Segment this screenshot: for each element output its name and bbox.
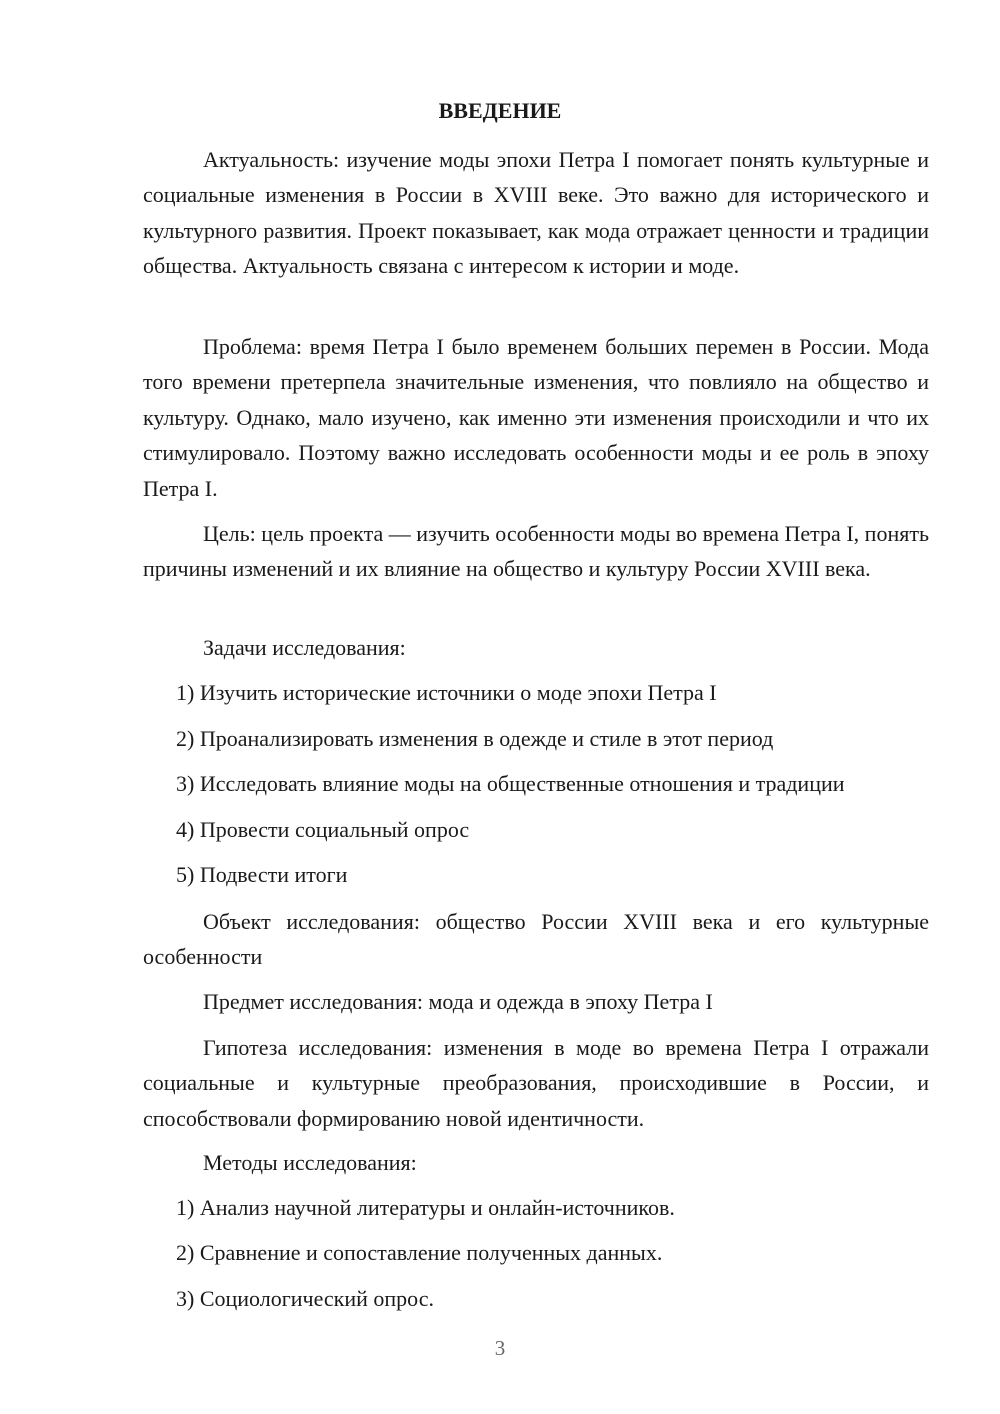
paragraph-object: Объект исследования: общество России XVIII века и его культурные особенности	[143, 909, 929, 970]
task-item-4: 4) Провести социальный опрос	[176, 817, 470, 842]
task-item-1: 1) Изучить исторические источники о моде эпохи Петра I	[176, 680, 717, 705]
task-item-5: 5) Подвести итоги	[176, 862, 348, 887]
paragraph-problem: Проблема: время Петра I было временем больших перемен в России. Мода того времени претерпела значительные изменения, что повлияло на общество и культуру. Однако, мало изучено, как именно эти изменения происходили и что их стимулировало. Поэтому важно исследовать особенности моды и ее роль в эпоху Петра I.	[143, 334, 929, 501]
method-item-3: 3) Социологический опрос.	[176, 1286, 434, 1311]
method-item-2: 2) Сравнение и сопоставление полученных данных.	[176, 1240, 663, 1265]
task-item-2: 2) Проанализировать изменения в одежде и стиле в этот период	[176, 726, 774, 751]
paragraph-subject: Предмет исследования: мода и одежда в эпоху Петра I	[203, 989, 713, 1014]
paragraph-goal: Цель: цель проекта — изучить особенности моды во времена Петра I, понять причины изменений и их влияние на общество и культуру России XVIII века.	[143, 521, 929, 582]
method-item-1: 1) Анализ научной литературы и онлайн-источников.	[176, 1195, 675, 1220]
tasks-heading: Задачи исследования:	[203, 635, 406, 660]
paragraph-hypothesis: Гипотеза исследования: изменения в моде во времена Петра I отражали социальные и культурные преобразования, происходившие в России, и способствовали формированию новой идентичности.	[143, 1035, 929, 1131]
task-item-3: 3) Исследовать влияние моды на общественные отношения и традиции	[176, 771, 845, 796]
page-title: ВВЕДЕНИЕ	[438, 98, 562, 123]
page-number: 3	[494, 1336, 506, 1360]
methods-heading: Методы исследования:	[203, 1150, 417, 1175]
paragraph-relevance: Актуальность: изучение моды эпохи Петра I помогает понять культурные и социальные изменения в России в XVIII веке. Это важно для исторического и культурного развития. Проект показывает, как мода отражает ценности и традиции общества. Актуальность связана с интересом к истории и моде.	[143, 147, 929, 279]
